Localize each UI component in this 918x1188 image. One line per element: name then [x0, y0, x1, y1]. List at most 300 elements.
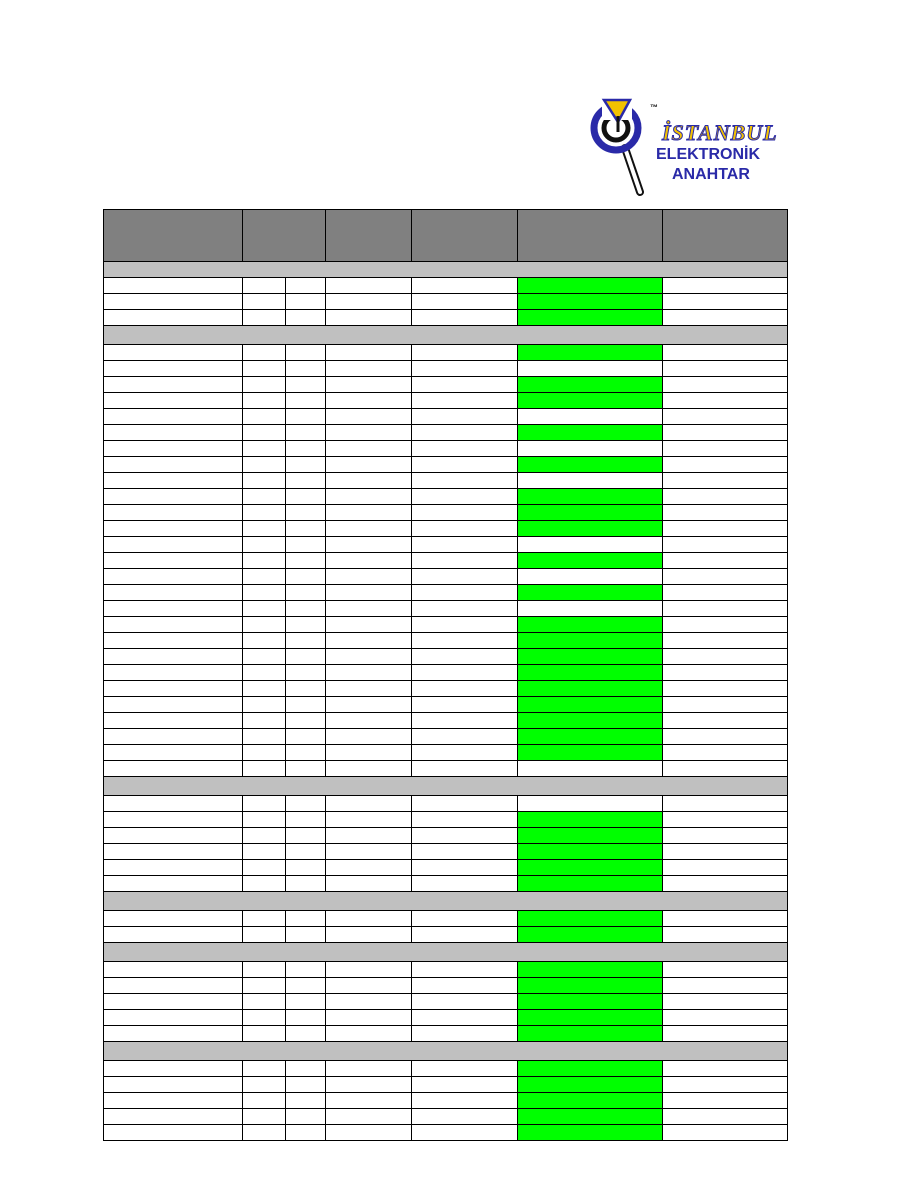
- table-cell: [286, 697, 326, 712]
- table-cell: [104, 409, 243, 424]
- table-cell: [412, 278, 518, 293]
- table-cell: [243, 876, 286, 891]
- table-row: [103, 425, 788, 441]
- table-cell: [326, 278, 412, 293]
- table-cell: [412, 697, 518, 712]
- table-row: [103, 860, 788, 876]
- table-cell: [104, 911, 243, 926]
- table-cell: [326, 361, 412, 376]
- table-cell: [326, 1125, 412, 1140]
- table-cell: [243, 1093, 286, 1108]
- table-row: [103, 665, 788, 681]
- table-cell: [243, 860, 286, 875]
- table-cell: [104, 828, 243, 843]
- status-cell: [518, 1026, 663, 1041]
- table-cell: [326, 601, 412, 616]
- table-cell: [286, 1026, 326, 1041]
- table-cell: [286, 745, 326, 760]
- table-cell: [286, 994, 326, 1009]
- header-cell-4: [412, 210, 518, 261]
- table-cell: [104, 569, 243, 584]
- table-cell: [104, 393, 243, 408]
- table-cell: [286, 585, 326, 600]
- table-cell: [243, 1010, 286, 1025]
- table-cell: [326, 585, 412, 600]
- table-cell: [104, 585, 243, 600]
- status-cell: [518, 962, 663, 977]
- table-cell: [326, 473, 412, 488]
- status-cell: [518, 1061, 663, 1076]
- table-row: [103, 294, 788, 310]
- table-row: [103, 345, 788, 361]
- table-cell: [104, 876, 243, 891]
- table-cell: [104, 521, 243, 536]
- table-cell: [243, 393, 286, 408]
- table-cell: [326, 697, 412, 712]
- table-cell: [412, 361, 518, 376]
- table-row: [103, 876, 788, 892]
- table-row: [103, 844, 788, 860]
- table-cell: [663, 569, 787, 584]
- table-cell: [412, 473, 518, 488]
- logo-text-elektronik: ELEKTRONİK: [656, 146, 760, 163]
- status-cell: [518, 537, 663, 552]
- table-cell: [326, 994, 412, 1009]
- status-cell: [518, 361, 663, 376]
- table-cell: [326, 617, 412, 632]
- status-cell: [518, 489, 663, 504]
- status-cell: [518, 601, 663, 616]
- table-row: [103, 569, 788, 585]
- table-cell: [243, 681, 286, 696]
- table-cell: [286, 569, 326, 584]
- table-cell: [412, 828, 518, 843]
- table-cell: [412, 911, 518, 926]
- table-cell: [243, 729, 286, 744]
- table-row: [103, 1061, 788, 1077]
- table-cell: [286, 601, 326, 616]
- table-cell: [663, 927, 787, 942]
- table-cell: [104, 665, 243, 680]
- status-cell: [518, 633, 663, 648]
- table-cell: [104, 617, 243, 632]
- status-cell: [518, 911, 663, 926]
- section-header-row: [103, 777, 788, 796]
- section-header-row: [103, 326, 788, 345]
- table-cell: [286, 962, 326, 977]
- table-cell: [243, 278, 286, 293]
- table-cell: [326, 649, 412, 664]
- table-cell: [326, 345, 412, 360]
- status-cell: [518, 649, 663, 664]
- status-cell: [518, 310, 663, 325]
- status-cell: [518, 278, 663, 293]
- table-cell: [104, 377, 243, 392]
- table-cell: [286, 393, 326, 408]
- table-row: [103, 377, 788, 393]
- table-cell: [243, 601, 286, 616]
- status-cell: [518, 828, 663, 843]
- status-cell: [518, 761, 663, 776]
- table-cell: [243, 617, 286, 632]
- table-cell: [104, 1093, 243, 1108]
- table-row: [103, 812, 788, 828]
- table-cell: [326, 1077, 412, 1092]
- table-cell: [243, 844, 286, 859]
- table-cell: [104, 978, 243, 993]
- table-row: [103, 473, 788, 489]
- status-cell: [518, 729, 663, 744]
- status-cell: [518, 860, 663, 875]
- logo-text-istanbul: İSTANBUL: [662, 120, 778, 145]
- table-cell: [243, 911, 286, 926]
- table-cell: [286, 345, 326, 360]
- table-cell: [104, 425, 243, 440]
- table-cell: [326, 633, 412, 648]
- table-cell: [286, 441, 326, 456]
- status-cell: [518, 377, 663, 392]
- table-cell: [326, 713, 412, 728]
- status-cell: [518, 665, 663, 680]
- status-cell: [518, 1109, 663, 1124]
- table-cell: [286, 633, 326, 648]
- table-row: [103, 361, 788, 377]
- table-cell: [326, 489, 412, 504]
- table-cell: [243, 537, 286, 552]
- status-cell: [518, 425, 663, 440]
- table-cell: [663, 345, 787, 360]
- status-cell: [518, 994, 663, 1009]
- section-header-row: [103, 262, 788, 278]
- table-cell: [326, 505, 412, 520]
- table-cell: [243, 1026, 286, 1041]
- table-cell: [286, 505, 326, 520]
- table-cell: [243, 1077, 286, 1092]
- header-cell-1: [104, 210, 243, 261]
- table-cell: [663, 553, 787, 568]
- table-cell: [663, 978, 787, 993]
- table-cell: [104, 729, 243, 744]
- table-cell: [104, 994, 243, 1009]
- table-cell: [286, 1010, 326, 1025]
- table-cell: [286, 796, 326, 811]
- table-row: [103, 681, 788, 697]
- table-cell: [663, 665, 787, 680]
- table-cell: [663, 962, 787, 977]
- table-row: [103, 310, 788, 326]
- table-cell: [243, 994, 286, 1009]
- table-cell: [243, 521, 286, 536]
- table-cell: [243, 745, 286, 760]
- table-cell: [326, 828, 412, 843]
- table-cell: [286, 713, 326, 728]
- table-cell: [412, 729, 518, 744]
- table-cell: [412, 537, 518, 552]
- status-cell: [518, 978, 663, 993]
- table-cell: [326, 393, 412, 408]
- istanbul-elektronik-logo: [588, 96, 788, 201]
- table-cell: [104, 681, 243, 696]
- table-cell: [326, 729, 412, 744]
- table-row: [103, 994, 788, 1010]
- table-cell: [663, 505, 787, 520]
- table-cell: [104, 310, 243, 325]
- table-cell: [243, 828, 286, 843]
- table-cell: [243, 294, 286, 309]
- table-row: [103, 1010, 788, 1026]
- table-cell: [663, 409, 787, 424]
- table-cell: [663, 729, 787, 744]
- table-cell: [412, 310, 518, 325]
- table-cell: [412, 521, 518, 536]
- table-cell: [286, 310, 326, 325]
- table-cell: [326, 294, 412, 309]
- table-row: [103, 911, 788, 927]
- table-cell: [412, 994, 518, 1009]
- table-cell: [286, 828, 326, 843]
- table-cell: [286, 1093, 326, 1108]
- table-cell: [663, 994, 787, 1009]
- table-row: [103, 617, 788, 633]
- table-cell: [104, 553, 243, 568]
- table-cell: [663, 1077, 787, 1092]
- table-cell: [412, 489, 518, 504]
- table-cell: [243, 585, 286, 600]
- status-cell: [518, 1125, 663, 1140]
- table-cell: [243, 812, 286, 827]
- table-cell: [412, 345, 518, 360]
- table-cell: [326, 665, 412, 680]
- table-cell: [326, 911, 412, 926]
- table-cell: [326, 377, 412, 392]
- table-cell: [326, 409, 412, 424]
- table-cell: [663, 860, 787, 875]
- table-cell: [412, 601, 518, 616]
- table-cell: [412, 962, 518, 977]
- section-header-row: [103, 943, 788, 962]
- table-cell: [286, 617, 326, 632]
- status-cell: [518, 681, 663, 696]
- table-row: [103, 633, 788, 649]
- table-row: [103, 585, 788, 601]
- table-cell: [326, 876, 412, 891]
- table-cell: [286, 537, 326, 552]
- table-cell: [243, 553, 286, 568]
- table-cell: [104, 697, 243, 712]
- table-cell: [412, 927, 518, 942]
- status-cell: [518, 1093, 663, 1108]
- status-cell: [518, 473, 663, 488]
- table-cell: [412, 812, 518, 827]
- table-cell: [412, 409, 518, 424]
- table-cell: [286, 1109, 326, 1124]
- trademark-symbol: ™: [650, 103, 658, 112]
- table-row: [103, 505, 788, 521]
- section-header-row: [103, 1042, 788, 1061]
- table-cell: [243, 665, 286, 680]
- table-cell: [663, 361, 787, 376]
- table-cell: [663, 473, 787, 488]
- table-cell: [243, 457, 286, 472]
- table-cell: [412, 844, 518, 859]
- table-row: [103, 553, 788, 569]
- table-row: [103, 828, 788, 844]
- table-cell: [412, 553, 518, 568]
- table-cell: [412, 876, 518, 891]
- table-cell: [326, 860, 412, 875]
- status-cell: [518, 796, 663, 811]
- table-cell: [286, 377, 326, 392]
- table-row: [103, 393, 788, 409]
- table-cell: [663, 537, 787, 552]
- table-cell: [243, 1061, 286, 1076]
- table-row: [103, 537, 788, 553]
- table-row: [103, 796, 788, 812]
- table-cell: [326, 978, 412, 993]
- table-cell: [326, 844, 412, 859]
- table-cell: [412, 649, 518, 664]
- status-cell: [518, 1077, 663, 1092]
- table-cell: [412, 457, 518, 472]
- table-cell: [104, 537, 243, 552]
- table-cell: [412, 745, 518, 760]
- table-cell: [243, 962, 286, 977]
- table-cell: [243, 377, 286, 392]
- table-cell: [104, 294, 243, 309]
- table-row: [103, 978, 788, 994]
- table-row: [103, 1093, 788, 1109]
- table-row: [103, 1077, 788, 1093]
- table-cell: [326, 1109, 412, 1124]
- status-cell: [518, 585, 663, 600]
- table-cell: [663, 876, 787, 891]
- table-cell: [286, 978, 326, 993]
- table-cell: [243, 697, 286, 712]
- table-cell: [326, 1026, 412, 1041]
- table-cell: [412, 585, 518, 600]
- table-cell: [104, 1077, 243, 1092]
- table-cell: [243, 505, 286, 520]
- table-cell: [104, 457, 243, 472]
- table-cell: [104, 860, 243, 875]
- table-row: [103, 927, 788, 943]
- table-cell: [104, 927, 243, 942]
- table-cell: [286, 665, 326, 680]
- table-cell: [286, 681, 326, 696]
- table-cell: [104, 761, 243, 776]
- table-cell: [104, 345, 243, 360]
- table-cell: [326, 927, 412, 942]
- table-cell: [412, 633, 518, 648]
- table-cell: [104, 796, 243, 811]
- status-cell: [518, 409, 663, 424]
- table-cell: [243, 713, 286, 728]
- table-row: [103, 729, 788, 745]
- table-cell: [663, 489, 787, 504]
- table-cell: [663, 681, 787, 696]
- table-cell: [243, 978, 286, 993]
- table-cell: [104, 962, 243, 977]
- table-cell: [412, 617, 518, 632]
- table-cell: [286, 1077, 326, 1092]
- table-cell: [243, 569, 286, 584]
- table-row: [103, 521, 788, 537]
- table-cell: [104, 1125, 243, 1140]
- table-cell: [286, 1061, 326, 1076]
- table-cell: [412, 425, 518, 440]
- table-cell: [286, 860, 326, 875]
- table-row: [103, 278, 788, 294]
- table-cell: [104, 361, 243, 376]
- status-cell: [518, 1010, 663, 1025]
- table-cell: [243, 927, 286, 942]
- table-cell: [104, 601, 243, 616]
- status-cell: [518, 505, 663, 520]
- table-cell: [412, 1125, 518, 1140]
- table-row: [103, 601, 788, 617]
- table-cell: [326, 521, 412, 536]
- table-cell: [104, 1061, 243, 1076]
- table-cell: [326, 1010, 412, 1025]
- table-cell: [243, 441, 286, 456]
- table-cell: [412, 761, 518, 776]
- table-cell: [663, 828, 787, 843]
- logo-text-anahtar: ANAHTAR: [672, 166, 750, 183]
- table-cell: [663, 521, 787, 536]
- table-cell: [663, 1061, 787, 1076]
- table-cell: [412, 393, 518, 408]
- table-cell: [243, 1109, 286, 1124]
- table-cell: [326, 812, 412, 827]
- table-row: [103, 409, 788, 425]
- table-cell: [663, 441, 787, 456]
- table-cell: [104, 1109, 243, 1124]
- status-cell: [518, 812, 663, 827]
- table-cell: [104, 713, 243, 728]
- status-cell: [518, 521, 663, 536]
- table-cell: [412, 1061, 518, 1076]
- table-cell: [663, 1093, 787, 1108]
- table-cell: [663, 812, 787, 827]
- table-cell: [412, 665, 518, 680]
- table-cell: [663, 796, 787, 811]
- table-header-row: [103, 209, 788, 262]
- table-cell: [286, 927, 326, 942]
- table-cell: [104, 649, 243, 664]
- status-cell: [518, 844, 663, 859]
- table-cell: [286, 294, 326, 309]
- table-cell: [412, 1010, 518, 1025]
- table-cell: [663, 745, 787, 760]
- table-cell: [412, 1093, 518, 1108]
- table-cell: [412, 377, 518, 392]
- table-cell: [663, 425, 787, 440]
- table-cell: [286, 521, 326, 536]
- table-cell: [326, 796, 412, 811]
- table-row: [103, 489, 788, 505]
- table-cell: [663, 1109, 787, 1124]
- table-cell: [326, 1061, 412, 1076]
- table-cell: [663, 377, 787, 392]
- status-cell: [518, 713, 663, 728]
- table-cell: [243, 409, 286, 424]
- header-cell-2: [243, 210, 326, 261]
- table-cell: [663, 457, 787, 472]
- table-cell: [286, 812, 326, 827]
- table-cell: [663, 633, 787, 648]
- table-cell: [286, 553, 326, 568]
- table-cell: [104, 489, 243, 504]
